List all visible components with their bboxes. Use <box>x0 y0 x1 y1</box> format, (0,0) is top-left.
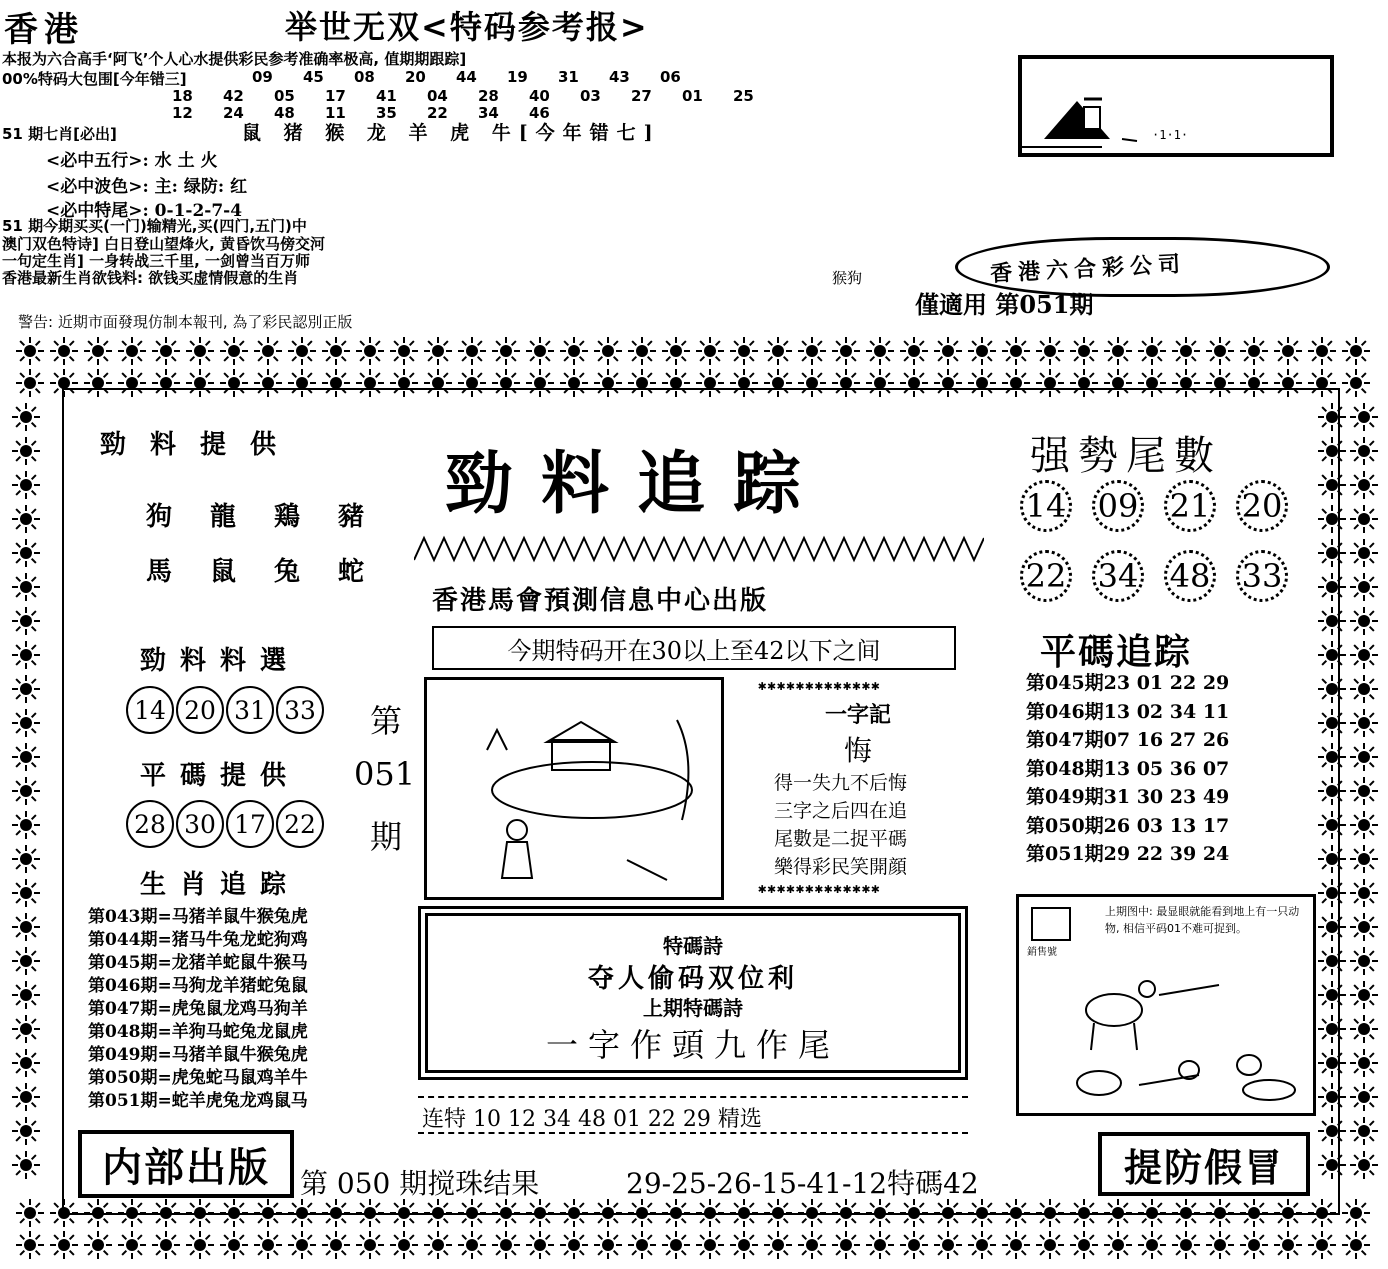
result-numbers: 29-25-26-15-41-12特碼42 <box>626 1167 979 1200</box>
riddle-logo-text: 銷售號 <box>1027 947 1057 958</box>
sun-ornament <box>458 337 486 365</box>
sun-ornament <box>696 337 724 365</box>
sun-ornament <box>12 845 40 873</box>
number-item: 44 <box>456 68 477 86</box>
sun-ornament <box>1350 641 1378 669</box>
sun-ornament <box>526 1231 554 1259</box>
sun-ornament <box>12 913 40 941</box>
number-item: 25 <box>733 87 754 105</box>
hk-latest-answer: 猴狗 <box>832 269 863 287</box>
last-poem: 一字作頭九作尾 <box>545 1026 840 1064</box>
sun-ornament <box>832 1231 860 1259</box>
flat-track-title: 平碼追踪 <box>1040 631 1193 673</box>
number-item: 22 <box>427 104 448 122</box>
zodiac-track-row: 第047期=虎兔鼠龙鸡马狗羊 <box>88 999 308 1019</box>
poem-line: 得一失九不后悔 <box>774 772 908 794</box>
sun-ornament <box>12 947 40 975</box>
number-ball: 22 <box>276 800 324 848</box>
number-row-2 <box>172 87 784 105</box>
sun-ornament <box>1274 337 1302 365</box>
zodiac-track-row: 第046期=马狗龙羊猪蛇兔鼠 <box>88 976 308 996</box>
number-item: 27 <box>631 87 652 105</box>
issue-label-bottom: 期 <box>370 818 403 856</box>
sun-ornament <box>390 337 418 365</box>
zodiac-track-list <box>88 906 308 1113</box>
sun-ornament <box>1350 505 1378 533</box>
sun-ornament <box>1206 1231 1234 1259</box>
sun-ornament <box>1350 1151 1378 1179</box>
sun-ornament <box>12 471 40 499</box>
internal-banner <box>78 1130 294 1198</box>
sun-ornament <box>84 1231 112 1259</box>
sun-ornament <box>866 337 894 365</box>
sun-ornament <box>12 743 40 771</box>
zodiac-track-row: 第049期=马猪羊鼠牛猴兔虎 <box>88 1045 308 1065</box>
header-left-title: 香港 <box>4 10 84 50</box>
sun-ornament <box>1350 403 1378 431</box>
one-char-poem <box>758 769 958 881</box>
provide-title: 勁料提供 <box>100 430 301 460</box>
sun-ornament <box>764 337 792 365</box>
tewei-line: <必中特尾>: 0-1-2-7-4 <box>46 201 243 221</box>
poem-line: 樂得彩民笑開顔 <box>774 856 908 878</box>
flat-track-list <box>1026 669 1229 869</box>
riddle-logo-icon <box>1031 907 1071 941</box>
number-ball: 20 <box>176 686 224 734</box>
number-item: 11 <box>325 104 346 122</box>
sun-ornament <box>1274 1231 1302 1259</box>
sun-ornament <box>662 337 690 365</box>
number-item: 28 <box>478 87 499 105</box>
sun-ornament <box>152 337 180 365</box>
flat-track-row: 第049期31 30 23 49 <box>1026 786 1230 808</box>
sun-ornament <box>1036 1231 1064 1259</box>
sun-ornament <box>12 403 40 431</box>
number-item: 06 <box>660 68 681 86</box>
stamp-text: 香港六合彩公司 <box>989 251 1187 288</box>
flat-track-row: 第046期13 02 34 11 <box>1026 700 1230 723</box>
sun-ornament <box>1350 1015 1378 1043</box>
sun-ornament <box>492 1231 520 1259</box>
number-item: 18 <box>172 87 193 105</box>
animal-item: 豬 <box>338 502 365 532</box>
sun-ornament <box>16 1199 44 1227</box>
strong-row-2 <box>1016 546 1292 606</box>
sun-ornament <box>1350 539 1378 567</box>
sun-ornament <box>322 337 350 365</box>
sun-ornament <box>1138 1231 1166 1259</box>
goat-chicken-scene-icon <box>1039 965 1309 1105</box>
strong-number: 34 <box>1088 546 1148 606</box>
sun-ornament <box>1002 1231 1030 1259</box>
sun-ornament <box>50 337 78 365</box>
sun-ornament <box>594 1231 622 1259</box>
sun-ornament <box>526 337 554 365</box>
animal-item: 鼠 <box>210 557 237 587</box>
sun-ornament <box>16 369 44 397</box>
strong-number: 20 <box>1232 476 1292 536</box>
sun-ornament <box>1240 1231 1268 1259</box>
number-item: 43 <box>609 68 630 86</box>
zodiac-track-row: 第050期=虎兔蛇马鼠鸡羊牛 <box>88 1068 308 1088</box>
number-ball: 31 <box>226 686 274 734</box>
publisher-line: 香港馬會預測信息中心出版 <box>432 586 769 616</box>
zigzag-divider <box>414 530 984 568</box>
strong-number: 48 <box>1160 546 1220 606</box>
sun-ornament <box>934 1231 962 1259</box>
sun-ornament <box>152 1231 180 1259</box>
number-item: 12 <box>172 104 193 122</box>
number-item: 17 <box>325 87 346 105</box>
strong-number: 14 <box>1016 476 1076 536</box>
sun-ornament <box>730 1231 758 1259</box>
last-poem-title: 上期特碼詩 <box>643 996 743 1020</box>
number-item: 03 <box>580 87 601 105</box>
sun-ornament <box>1350 437 1378 465</box>
sun-ornament <box>1104 1231 1132 1259</box>
sun-ornament <box>764 1231 792 1259</box>
seven-zodiac-prefix: 51 期七肖[必出] <box>2 125 117 143</box>
sun-ornament <box>628 1231 656 1259</box>
sun-ornament <box>492 337 520 365</box>
star-border-bottom: ✱✱✱✱✱✱✱✱✱✱✱✱✱ <box>758 881 881 897</box>
sun-ornament <box>594 337 622 365</box>
number-item: 09 <box>252 68 273 86</box>
sun-ornament <box>1350 1083 1378 1111</box>
sun-ornament <box>220 1231 248 1259</box>
sun-ornament <box>50 1231 78 1259</box>
sun-ornament <box>1350 845 1378 873</box>
sun-ornament <box>968 337 996 365</box>
header-title: 举世无双<特码参考报> <box>285 8 649 46</box>
sun-ornament <box>288 1231 316 1259</box>
special-poem: 夺人偷码双位利 <box>587 964 798 994</box>
zodiac-track-title: 生肖追踪 <box>140 870 301 900</box>
number-ball: 14 <box>126 686 174 734</box>
sun-ornament <box>1138 337 1166 365</box>
sun-ornament <box>390 1231 418 1259</box>
selected-title: 勁料料選 <box>140 646 301 676</box>
animal-item: 鶏 <box>274 502 301 532</box>
number-item: 48 <box>274 104 295 122</box>
sun-ornament <box>1350 573 1378 601</box>
number-item: 19 <box>507 68 528 86</box>
sun-ornament <box>1350 947 1378 975</box>
sun-ornament <box>288 337 316 365</box>
animals-row-1 <box>146 496 364 533</box>
poem-line: 三字之后四在追 <box>774 800 908 822</box>
sun-ornament <box>12 1049 40 1077</box>
number-ball: 17 <box>226 800 274 848</box>
sun-ornament <box>12 437 40 465</box>
strong-number: 21 <box>1160 476 1220 536</box>
sun-ornament <box>1350 743 1378 771</box>
sun-ornament <box>356 337 384 365</box>
sun-ornament <box>118 337 146 365</box>
zodiac-track-row: 第044期=猪马牛兔龙蛇狗鸡 <box>88 930 308 950</box>
sun-ornament <box>1350 675 1378 703</box>
number-row-1 <box>2 68 711 89</box>
sun-ornament <box>322 1231 350 1259</box>
sun-ornament <box>12 811 40 839</box>
flat-track-row: 第051期29 22 39 24 <box>1026 843 1230 865</box>
strong-tail-title: 强勢尾數 <box>1030 433 1222 479</box>
sun-ornament <box>12 641 40 669</box>
sun-ornament <box>1342 1231 1370 1259</box>
sun-ornament <box>1342 369 1370 397</box>
sun-ornament <box>560 337 588 365</box>
flat-track-row: 第050期26 03 13 17 <box>1026 814 1230 837</box>
number-item: 35 <box>376 104 397 122</box>
sun-ornament <box>1350 1117 1378 1145</box>
bose-line: <必中波色>: 主: 绿防: 红 <box>46 177 248 197</box>
strong-number: 22 <box>1016 546 1076 606</box>
number-item: 01 <box>682 87 703 105</box>
sun-ornament <box>1350 1049 1378 1077</box>
sun-ornament <box>1350 811 1378 839</box>
animal-item: 馬 <box>146 557 173 587</box>
number-item: 45 <box>303 68 324 86</box>
riddle-box <box>1016 894 1316 1116</box>
sun-ornament <box>16 337 44 365</box>
number-item: 34 <box>478 104 499 122</box>
flat-track-row: 第048期13 05 36 07 <box>1026 757 1230 780</box>
number-item: 05 <box>274 87 295 105</box>
special-poem-title: 特碼詩 <box>663 934 723 958</box>
validity-label: 僅適用 第051期 <box>915 290 1094 319</box>
sun-ornament <box>12 1117 40 1145</box>
number-item: 04 <box>427 87 448 105</box>
strong-number: 33 <box>1232 546 1292 606</box>
animal-item: 蛇 <box>338 557 365 587</box>
poem-line: 尾數是二捉平碼 <box>774 828 908 850</box>
sun-ornament <box>1172 1231 1200 1259</box>
animal-item: 兔 <box>274 557 301 587</box>
sun-ornament <box>1350 981 1378 1009</box>
sun-ornament <box>1350 607 1378 635</box>
sun-ornament <box>696 1231 724 1259</box>
sun-ornament <box>118 1231 146 1259</box>
sun-ornament <box>458 1231 486 1259</box>
sun-ornament <box>1070 1231 1098 1259</box>
seven-zodiac-row <box>2 118 661 145</box>
strong-row-1 <box>1016 476 1292 536</box>
sun-ornament <box>12 1151 40 1179</box>
number-row-prefix: 00%特码大包围[今年错三] <box>2 70 187 88</box>
guard-label: 提防假冒 <box>1123 1144 1284 1190</box>
sun-ornament <box>1070 337 1098 365</box>
sun-ornament <box>356 1231 384 1259</box>
sun-ornament <box>560 1231 588 1259</box>
sun-ornament <box>1036 337 1064 365</box>
sun-ornament <box>254 337 282 365</box>
sun-ornament <box>1308 337 1336 365</box>
range-tip: 今期特码开在30以上至42以下之间 <box>507 636 881 665</box>
sun-ornament <box>900 337 928 365</box>
consecutive-line: 连特 10 12 34 48 01 22 29 精选 <box>422 1107 762 1132</box>
house-sketch-icon <box>1022 59 1330 153</box>
sun-ornament <box>900 1231 928 1259</box>
number-ball: 28 <box>126 800 174 848</box>
sun-ornament <box>628 337 656 365</box>
number-list <box>252 68 711 89</box>
wuxing-line: <必中五行>: 水 土 火 <box>46 151 218 171</box>
sun-ornament <box>1240 337 1268 365</box>
sun-ornament <box>12 539 40 567</box>
sun-ornament <box>12 709 40 737</box>
star-border-top: ✱✱✱✱✱✱✱✱✱✱✱✱✱ <box>758 678 881 694</box>
sun-ornament <box>1350 709 1378 737</box>
number-ball: 30 <box>176 800 224 848</box>
number-ball: 33 <box>276 686 324 734</box>
sun-ornament <box>186 337 214 365</box>
sun-ornament <box>12 505 40 533</box>
issue-number: 051 <box>354 755 416 793</box>
sun-ornament <box>730 337 758 365</box>
number-item: 41 <box>376 87 397 105</box>
zodiac-track-row: 第045期=龙猪羊蛇鼠牛猴马 <box>88 953 308 973</box>
scene-illustration <box>424 677 724 900</box>
buy-tip-line: 51 期今期买买(一门)输精光,买(四门,五门)中 <box>2 217 307 235</box>
macau-poem-line: 澳门双色特诗] 白日登山望烽火, 黄昏饮马傍交河 <box>2 235 326 253</box>
number-item: 46 <box>529 104 550 122</box>
number-item: 08 <box>354 68 375 86</box>
sun-ornament <box>1342 337 1370 365</box>
sun-ornament <box>12 1015 40 1043</box>
sun-ornament <box>12 981 40 1009</box>
strong-number: 09 <box>1088 476 1148 536</box>
flat-track-row: 第045期23 01 22 29 <box>1026 672 1230 694</box>
guard-banner <box>1098 1132 1310 1196</box>
sun-ornament <box>934 337 962 365</box>
pond-scene-icon <box>427 680 721 897</box>
sun-ornament <box>866 1231 894 1259</box>
sun-ornament <box>16 1231 44 1259</box>
sun-ornament <box>832 337 860 365</box>
sun-ornament <box>186 1231 214 1259</box>
sun-ornament <box>1206 337 1234 365</box>
house-sketch-box <box>1018 55 1334 157</box>
sun-ornament <box>1350 777 1378 805</box>
sun-ornament <box>424 1231 452 1259</box>
sun-ornament <box>1104 337 1132 365</box>
sun-ornament <box>1342 1199 1370 1227</box>
zodiac-track-row: 第051期=蛇羊虎兔龙鸡鼠马 <box>88 1091 308 1111</box>
flat-provide-title: 平碼提供 <box>140 761 301 791</box>
selected-numbers <box>126 686 326 734</box>
internal-label: 内部出版 <box>102 1143 270 1191</box>
issue-label-top: 第 <box>370 702 403 740</box>
sun-ornament <box>1350 879 1378 907</box>
animals-row-2 <box>146 551 364 588</box>
one-char-box <box>758 678 958 900</box>
sun-ornament <box>84 337 112 365</box>
number-item: 31 <box>558 68 579 86</box>
sun-ornament <box>12 607 40 635</box>
number-item: 24 <box>223 104 244 122</box>
animal-item: 狗 <box>146 502 173 532</box>
range-tip-box <box>432 626 956 670</box>
sun-ornament <box>12 1083 40 1111</box>
sun-ornament <box>12 675 40 703</box>
sun-ornament <box>968 1231 996 1259</box>
main-title: 勁料追踪 <box>445 444 830 524</box>
sun-ornament <box>798 337 826 365</box>
one-line-zodiac: 一句定生肖] 一身转战三千里, 一剑曾当百万师 <box>2 252 311 270</box>
sun-ornament <box>662 1231 690 1259</box>
sun-ornament <box>424 337 452 365</box>
consecutive-box <box>418 1096 968 1134</box>
seven-zodiac-list: 鼠 猪 猴 龙 羊 虎 牛[今年错七] <box>242 122 661 144</box>
intro-line1: 本报为六合高手‘阿飞’个人心水提供彩民参考准确率极高, 值期期跟踪] <box>2 50 467 68</box>
sun-ornament <box>254 1231 282 1259</box>
sun-ornament <box>220 337 248 365</box>
sun-ornament <box>1350 913 1378 941</box>
result-label: 第 050 期搅珠结果 <box>300 1167 540 1200</box>
riddle-text: 上期图中: 最显眼就能看到地上有一只动物, 相信平码01不难可捉到。 <box>1105 905 1300 935</box>
one-char-title: 一字記 <box>824 702 891 728</box>
zodiac-track-row: 第043期=马猪羊鼠牛猴兔虎 <box>88 907 308 927</box>
sun-ornament <box>798 1231 826 1259</box>
sun-ornament <box>1350 471 1378 499</box>
warning-text: 警告: 近期市面發現仿制本報刊, 為了彩民認別正版 <box>18 313 353 331</box>
sun-ornament <box>12 573 40 601</box>
sun-ornament <box>1002 337 1030 365</box>
one-char: 悔 <box>843 734 872 767</box>
svg-text:·1·1·: ·1·1· <box>1152 128 1189 142</box>
sun-ornament <box>1172 337 1200 365</box>
sun-ornament <box>12 777 40 805</box>
number-item: 40 <box>529 87 550 105</box>
sun-ornament <box>1308 1231 1336 1259</box>
hk-latest-line: 香港最新生肖欲钱料: 欲钱买虚情假意的生肖 <box>2 269 299 287</box>
zodiac-track-row: 第048期=羊狗马蛇兔龙鼠虎 <box>88 1022 308 1042</box>
animal-item: 龍 <box>210 502 237 532</box>
number-item: 42 <box>223 87 244 105</box>
flat-numbers <box>126 800 326 848</box>
number-item: 20 <box>405 68 426 86</box>
flat-track-row: 第047期07 16 27 26 <box>1026 729 1230 751</box>
sun-ornament <box>12 879 40 907</box>
